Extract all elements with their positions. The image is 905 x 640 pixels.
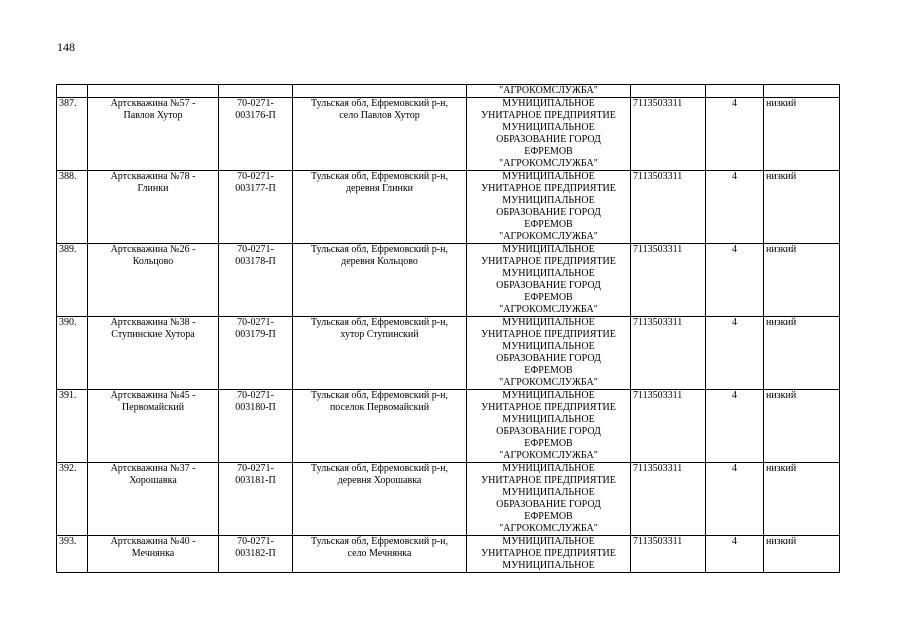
owner-line: МУНИЦИПАЛЬНОЕ — [502, 244, 595, 255]
owner-line: "АГРОКОМСЛУЖБА" — [499, 450, 598, 461]
cell-owner — [467, 463, 631, 536]
owner-line: ОБРАЗОВАНИЕ ГОРОД — [496, 426, 601, 437]
cell-risk: низкий — [764, 171, 840, 244]
owner-line: УНИТАРНОЕ ПРЕДПРИЯТИЕ — [481, 256, 616, 267]
name-line: Артскважина №57 - — [110, 98, 196, 109]
owner-line: МУНИЦИПАЛЬНОЕ — [502, 390, 595, 401]
cell-num: 393. — [57, 536, 88, 573]
cell-code — [219, 171, 293, 244]
address-line: деревня Глинки — [345, 183, 414, 194]
cell-name — [88, 171, 219, 244]
cell-code — [219, 463, 293, 536]
cell-risk: низкий — [764, 244, 840, 317]
cell-risk — [764, 85, 840, 98]
owner-line: ОБРАЗОВАНИЕ ГОРОД — [496, 280, 601, 291]
owner-line: ЕФРЕМОВ — [524, 219, 573, 230]
cell-risk: низкий — [764, 390, 840, 463]
code-line: 003181-П — [235, 475, 276, 486]
name-line: Мечнянка — [131, 548, 175, 559]
cell-num: 389. — [57, 244, 88, 317]
cell-code — [219, 244, 293, 317]
name-line: Артскважина №45 - — [110, 390, 196, 401]
owner-line: ЕФРЕМОВ — [524, 511, 573, 522]
cell-inn: 7113503311 — [631, 171, 706, 244]
code-line: 70-0271- — [237, 98, 274, 109]
owner-line: ОБРАЗОВАНИЕ ГОРОД — [496, 499, 601, 510]
owner-line: ЕФРЕМОВ — [524, 146, 573, 157]
cell-inn: 7113503311 — [631, 463, 706, 536]
code-line: 003177-П — [235, 183, 276, 194]
owner-line: "АГРОКОМСЛУЖБА" — [499, 85, 598, 96]
name-line: Артскважина №37 - — [110, 463, 196, 474]
cell-address — [293, 171, 467, 244]
owner-line: "АГРОКОМСЛУЖБА" — [499, 231, 598, 242]
cell-address — [293, 463, 467, 536]
owner-line: ЕФРЕМОВ — [524, 292, 573, 303]
cell-code — [219, 98, 293, 171]
cell-category: 4 — [706, 244, 764, 317]
cell-num: 392. — [57, 463, 88, 536]
owner-line: МУНИЦИПАЛЬНОЕ — [502, 171, 595, 182]
code-line: 003178-П — [235, 256, 276, 267]
address-line: Тульская обл, Ефремовский р-н, — [311, 536, 448, 547]
cell-risk: низкий — [764, 98, 840, 171]
address-line: село Павлов Хутор — [339, 110, 420, 121]
cell-num: 387. — [57, 98, 88, 171]
owner-line: МУНИЦИПАЛЬНОЕ — [502, 317, 595, 328]
code-line: 70-0271- — [237, 317, 274, 328]
cell-owner — [467, 98, 631, 171]
owner-line: МУНИЦИПАЛЬНОЕ — [502, 414, 595, 425]
owner-line: МУНИЦИПАЛЬНОЕ — [502, 560, 595, 571]
cell-address — [293, 536, 467, 573]
owner-line: "АГРОКОМСЛУЖБА" — [499, 158, 598, 169]
owner-line: МУНИЦИПАЛЬНОЕ — [502, 536, 595, 547]
code-line: 003182-П — [235, 548, 276, 559]
code-line: 70-0271- — [237, 171, 274, 182]
continuation-row — [57, 85, 840, 98]
address-line: село Мечнянка — [347, 548, 412, 559]
owner-line: ОБРАЗОВАНИЕ ГОРОД — [496, 134, 601, 145]
owner-line: МУНИЦИПАЛЬНОЕ — [502, 487, 595, 498]
cell-code — [219, 85, 293, 98]
table-row — [57, 98, 840, 171]
owner-line: МУНИЦИПАЛЬНОЕ — [502, 122, 595, 133]
name-line: Артскважина №78 - — [110, 171, 196, 182]
cell-risk: низкий — [764, 317, 840, 390]
owner-line: ОБРАЗОВАНИЕ ГОРОД — [496, 353, 601, 364]
owner-line: ЕФРЕМОВ — [524, 365, 573, 376]
address-line: Тульская обл, Ефремовский р-н, — [311, 463, 448, 474]
name-line: Хорошавка — [129, 475, 177, 486]
cell-address — [293, 85, 467, 98]
address-line: Тульская обл, Ефремовский р-н, — [311, 171, 448, 182]
name-line: Первомайский — [121, 402, 185, 413]
cell-num: 388. — [57, 171, 88, 244]
name-line: Павлов Хутор — [123, 110, 183, 121]
table-row — [57, 317, 840, 390]
cell-owner — [467, 244, 631, 317]
cell-owner — [467, 171, 631, 244]
owner-line: МУНИЦИПАЛЬНОЕ — [502, 268, 595, 279]
cell-category: 4 — [706, 317, 764, 390]
table-row — [57, 536, 840, 573]
cell-name — [88, 463, 219, 536]
cell-risk: низкий — [764, 463, 840, 536]
code-line: 70-0271- — [237, 536, 274, 547]
cell-inn: 7113503311 — [631, 98, 706, 171]
address-line: Тульская обл, Ефремовский р-н, — [311, 244, 448, 255]
cell-name — [88, 390, 219, 463]
table-row — [57, 463, 840, 536]
owner-line: "АГРОКОМСЛУЖБА" — [499, 523, 598, 534]
cell-num: 390. — [57, 317, 88, 390]
cell-category: 4 — [706, 390, 764, 463]
cell-inn: 7113503311 — [631, 244, 706, 317]
name-line: Ступинские Хутора — [111, 329, 195, 340]
cell-num: 391. — [57, 390, 88, 463]
cell-address — [293, 317, 467, 390]
table-row — [57, 244, 840, 317]
cell-risk: низкий — [764, 536, 840, 573]
page-number: 148 — [57, 40, 75, 54]
address-line: деревня Хорошавка — [337, 475, 422, 486]
name-line: Кольцово — [132, 256, 174, 267]
cell-inn: 7113503311 — [631, 536, 706, 573]
address-line: Тульская обл, Ефремовский р-н, — [311, 98, 448, 109]
owner-line: ЕФРЕМОВ — [524, 438, 573, 449]
owner-line: "АГРОКОМСЛУЖБА" — [499, 304, 598, 315]
table-row — [57, 390, 840, 463]
cell-name — [88, 85, 219, 98]
owner-line: "АГРОКОМСЛУЖБА" — [499, 377, 598, 388]
address-line: Тульская обл, Ефремовский р-н, — [311, 317, 448, 328]
cell-owner — [467, 317, 631, 390]
cell-owner — [467, 390, 631, 463]
owner-line: МУНИЦИПАЛЬНОЕ — [502, 195, 595, 206]
name-line: Глинки — [137, 183, 169, 194]
cell-owner — [467, 85, 631, 98]
owner-line: УНИТАРНОЕ ПРЕДПРИЯТИЕ — [481, 548, 616, 559]
code-line: 70-0271- — [237, 244, 274, 255]
cell-code — [219, 317, 293, 390]
cell-category — [706, 85, 764, 98]
cell-inn — [631, 85, 706, 98]
cell-address — [293, 98, 467, 171]
table-row — [57, 171, 840, 244]
cell-name — [88, 317, 219, 390]
cell-owner — [467, 536, 631, 573]
cell-category: 4 — [706, 463, 764, 536]
registry-table — [56, 84, 840, 573]
owner-line: УНИТАРНОЕ ПРЕДПРИЯТИЕ — [481, 475, 616, 486]
owner-line: УНИТАРНОЕ ПРЕДПРИЯТИЕ — [481, 110, 616, 121]
code-line: 70-0271- — [237, 390, 274, 401]
cell-address — [293, 244, 467, 317]
cell-address — [293, 390, 467, 463]
owner-line: УНИТАРНОЕ ПРЕДПРИЯТИЕ — [481, 402, 616, 413]
cell-category: 4 — [706, 98, 764, 171]
cell-name — [88, 536, 219, 573]
address-line: деревня Кольцово — [341, 256, 418, 267]
owner-line: МУНИЦИПАЛЬНОЕ — [502, 463, 595, 474]
name-line: Артскважина №26 - — [110, 244, 196, 255]
code-line: 003176-П — [235, 110, 276, 121]
cell-name — [88, 98, 219, 171]
cell-category: 4 — [706, 536, 764, 573]
address-line: хутор Ступинский — [340, 329, 419, 340]
owner-line: МУНИЦИПАЛЬНОЕ — [502, 341, 595, 352]
name-line: Артскважина №38 - — [110, 317, 196, 328]
cell-category: 4 — [706, 171, 764, 244]
name-line: Артскважина №40 - — [110, 536, 196, 547]
code-line: 70-0271- — [237, 463, 274, 474]
registry-body — [57, 85, 840, 573]
owner-line: МУНИЦИПАЛЬНОЕ — [502, 98, 595, 109]
code-line: 003180-П — [235, 402, 276, 413]
cell-name — [88, 244, 219, 317]
address-line: поселок Первомайский — [329, 402, 430, 413]
code-line: 003179-П — [235, 329, 276, 340]
address-line: Тульская обл, Ефремовский р-н, — [311, 390, 448, 401]
cell-inn: 7113503311 — [631, 390, 706, 463]
owner-line: УНИТАРНОЕ ПРЕДПРИЯТИЕ — [481, 329, 616, 340]
owner-line: УНИТАРНОЕ ПРЕДПРИЯТИЕ — [481, 183, 616, 194]
cell-code — [219, 390, 293, 463]
cell-inn: 7113503311 — [631, 317, 706, 390]
owner-line: ОБРАЗОВАНИЕ ГОРОД — [496, 207, 601, 218]
cell-code — [219, 536, 293, 573]
cell-num — [57, 85, 88, 98]
